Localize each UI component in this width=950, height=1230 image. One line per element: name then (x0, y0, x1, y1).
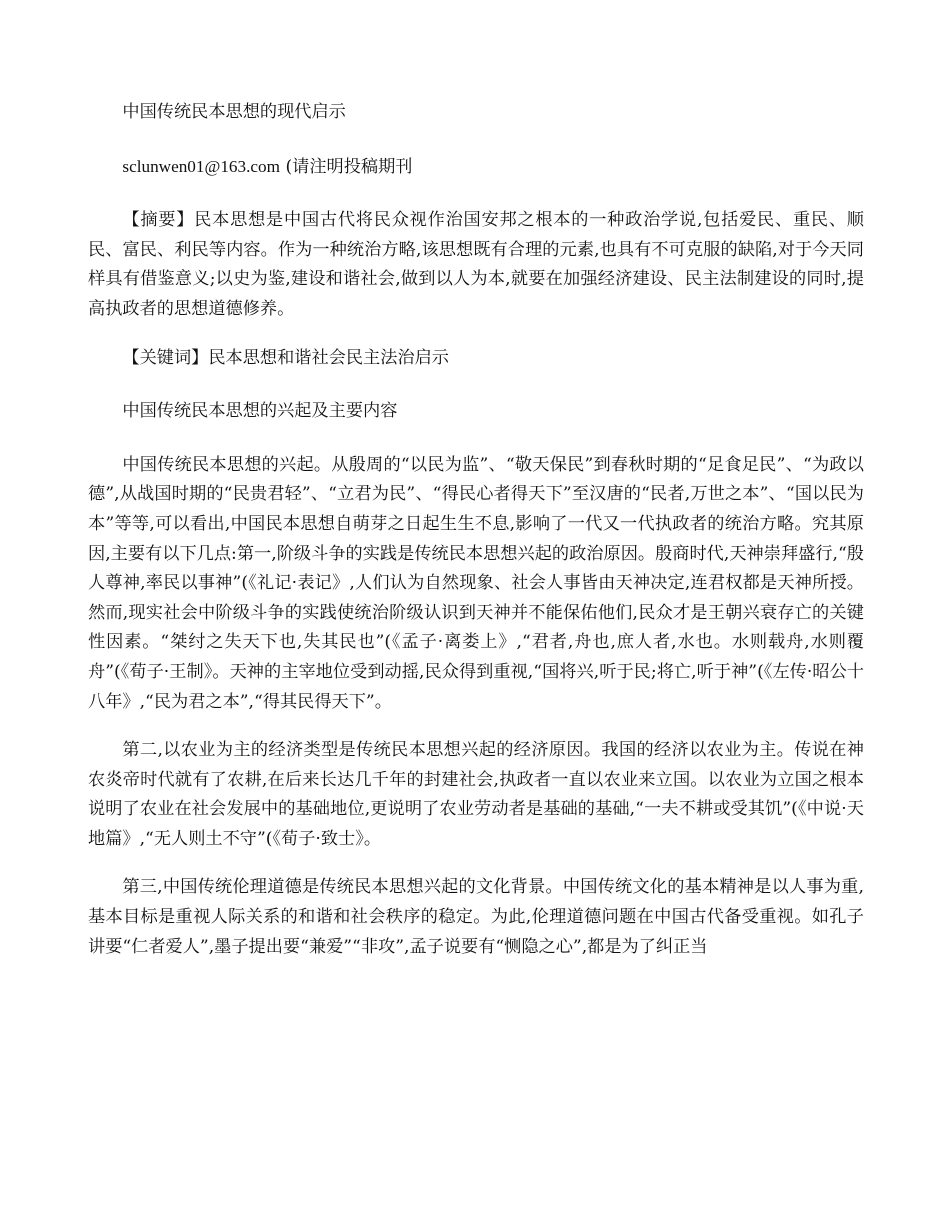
abstract-paragraph: 【摘要】民本思想是中国古代将民众视作治国安邦之根本的一种政治学说,包括爱民、重民、顺民、富民、利民等内容。作为一种统治方略,该思想既有合理的元素,也具有不可克服的缺陷,对于今天同样具有借鉴意义;以史为鉴,建设和谐社会,做到以人为本,就要在加强经济建设、民主法制建设的同时,提高执政者的思想道德修养。 (88, 210, 864, 319)
contact-line (88, 152, 864, 183)
body-paragraph-2: 第二,以农业为主的经济类型是传统民本思想兴起的经济原因。我国的经济以农业为主。传说在神农炎帝时代就有了农耕,在后来长达几千年的封建社会,执政者一直以农业来立国。以农业为立国之根本说明了农业在社会发展中的基础地位,更说明了农业劳动者是基础的基础,“一夫不耕或受其饥”(《中说·天地篇》,“无人则土不守”(《荀子·致士》。 (88, 740, 864, 849)
body-paragraph-3: 第三,中国传统伦理道德是传统民本思想兴起的文化背景。中国传统文化的基本精神是以人事为重,基本目标是重视人际关系的和谐和社会秩序的稳定。为此,伦理道德问题在中国古代备受重视。如孔子讲要“仁者爱人”,墨子提出要“兼爱”“非攻”,孟子说要有“恻隐之心”,都是为了纠正当 (88, 877, 864, 957)
section-heading: 中国传统民本思想的兴起及主要内容 (122, 401, 398, 422)
document-title: 中国传统民本思想的现代启示 (122, 102, 346, 122)
contact-email: sclunwen01@163.com (122, 156, 280, 176)
contact-note: (请注明投稿期刊 (280, 156, 413, 177)
body-paragraph-1: 中国传统民本思想的兴起。从殷周的“以民为监”、“敬天保民”到春秋时期的“足食足民”、“为政以德”,从战国时期的“民贵君轻”、“立君为民”、“得民心者得天下”至汉唐的“民者,万世之本”、“国以民为本”等等,可以看出,中国民本思想自萌芽之日起生生不息,影响了一代又一代执政者的统治方略。究其原因,主要有以下几点:第一,阶级斗争的实践是传统民本思想兴起的政治原因。殷商时代,天神崇拜盛行,“殷人尊神,率民以事神”(《礼记·表记》,人们认为自然现象、社会人事皆由天神决定,连君权都是天神所授。然而,现实社会中阶级斗争的实践使统治阶级认识到天神并不能保佑他们,民众才是王朝兴衰存亡的关键性因素。“桀纣之失天下也,失其民也”(《孟子·离娄上》,“君者,舟也,庶人者,水也。水则载舟,水则覆舟”(《荀子·王制》。天神的主宰地位受到动摇,民众得到重视,“国将兴,听于民;将亡,听于神”(《左传·昭公十八年》,“民为君之本”,“得其民得天下”。 (88, 454, 864, 712)
keywords-line: 【关键词】民本思想和谐社会民主法治启示 (122, 347, 449, 368)
